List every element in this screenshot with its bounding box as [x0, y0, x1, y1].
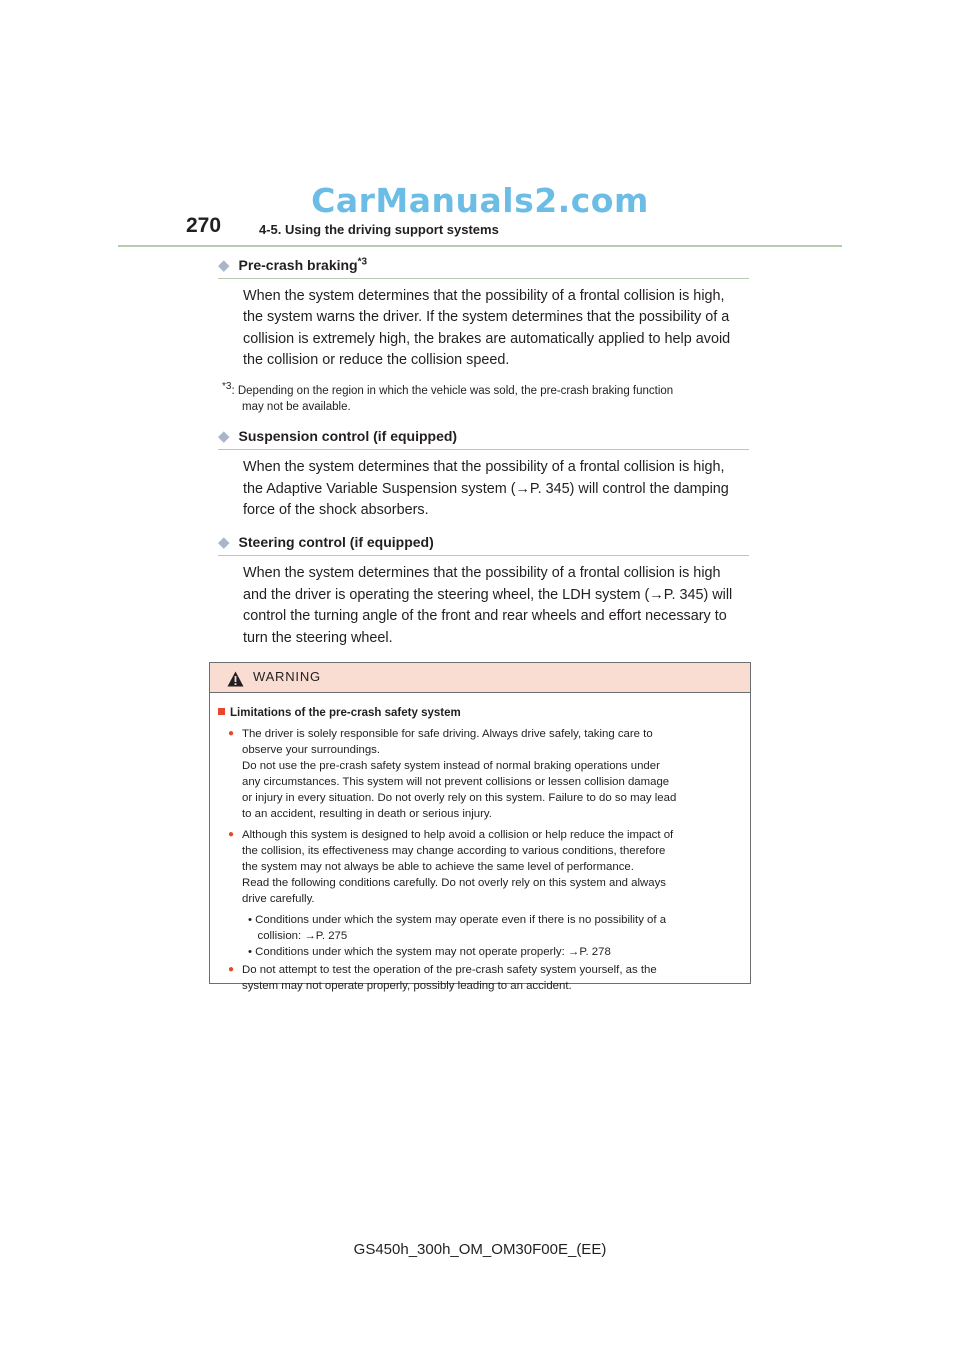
bullet-icon: ●: [228, 728, 235, 739]
warning-title: WARNING: [253, 669, 321, 684]
pre-crash-rule: [218, 278, 749, 279]
footnote: $^{*3}$: Depending on the region in which the vehicle was sold, the pre-crash braking function: [222, 381, 674, 397]
steering-line-2: and the driver is operating the steering wheel, the LDH system (→P. 345) will: [243, 587, 733, 603]
warning-b1-line-3: Do not use the pre-crash safety system instead of normal braking operations under: [242, 760, 660, 772]
warning-b1-line-5: or injury in every situation. Do not overly rely on this system. Failure to do so may lead: [242, 792, 677, 804]
square-bullet-icon: [218, 708, 225, 715]
footnote-text: Depending on the region in which the vehicle was sold, the pre-crash braking function: [237, 384, 674, 397]
warning-triangle-icon: [227, 671, 244, 687]
header-rule: [118, 245, 842, 247]
warning-heading-text: Limitations of the pre-crash safety system: [230, 707, 461, 719]
warning-b2-line-4: Read the following conditions carefully. Do not overly rely on this system and always: [242, 877, 666, 889]
warning-b2-line-3: the system may not always be able to achieve the same level of performance.: [242, 861, 634, 873]
suspension-line-1: When the system determines that the possibility of a frontal collision is high,: [243, 459, 725, 475]
warning-b1-line-2: observe your surroundings.: [242, 744, 381, 756]
warning-b3-line-1: Do not attempt to test the operation of the pre-crash safety system yourself, as the: [242, 964, 657, 976]
section-title: 4-5. Using the driving support systems: [259, 222, 499, 237]
warning-heading: [218, 707, 461, 719]
warning-b2-line-5: drive carefully.: [242, 893, 315, 905]
pre-crash-heading: [218, 256, 367, 274]
suspension-line-2: the Adaptive Variable Suspension system (→P. 345) will control the damping: [243, 481, 729, 497]
steering-line-3: control the turning angle of the front and rear wheels and effort necessary to: [243, 608, 727, 624]
pre-crash-line-2: the system warns the driver. If the system determines that the possibility of a: [243, 309, 730, 325]
watermark: CarManuals2.com: [311, 181, 649, 220]
footnote-marker: *3: [222, 381, 232, 392]
steering-line-1: When the system determines that the possibility of a frontal collision is high: [243, 565, 721, 581]
warning-b1-line-6: to an accident, resulting in death or serious injury.: [242, 808, 492, 820]
bullet-icon: ●: [228, 829, 235, 840]
warning-sub-item-2: • Conditions under which the system may not operate properly: →P. 278: [248, 946, 611, 958]
bullet-icon: ●: [228, 964, 235, 975]
steering-rule: [218, 555, 749, 556]
suspension-heading: [218, 427, 457, 445]
footer-doc-code: GS450h_300h_OM_OM30F00E_(EE): [353, 1241, 607, 1258]
steering-heading: [218, 533, 434, 551]
page-number: 270: [186, 214, 222, 237]
warning-b1-line-1: The driver is solely responsible for safe driving. Always drive safely, taking care to: [242, 728, 653, 740]
steering-line-4: turn the steering wheel.: [243, 630, 393, 646]
diamond-icon: ◆: [218, 257, 230, 274]
steering-title: Steering control (if equipped): [238, 534, 434, 550]
pre-crash-line-1: When the system determines that the possibility of a frontal collision is high,: [243, 288, 725, 304]
pre-crash-title: Pre-crash braking: [238, 257, 358, 273]
warning-sub-item-1: • Conditions under which the system may operate even if there is no possibility of a: [248, 914, 667, 926]
suspension-line-3: force of the shock absorbers.: [243, 502, 429, 518]
warning-b1-line-4: any circumstances. This system will not prevent collisions or lessen collision damage: [242, 776, 670, 788]
diamond-icon: ◆: [218, 428, 230, 445]
warning-b2-line-1: Although this system is designed to help avoid a collision or help reduce the impact of: [242, 829, 674, 841]
warning-sub-item-1b: collision: →P. 275: [248, 930, 348, 942]
suspension-rule: [218, 449, 749, 450]
footnote-marker: *3: [357, 256, 368, 268]
warning-b2-line-2: the collision, its effectiveness may change according to various conditions, therefore: [242, 845, 666, 857]
suspension-title: Suspension control (if equipped): [238, 428, 458, 444]
warning-b3-line-2: system may not operate properly, possibly leading to an accident.: [242, 980, 572, 992]
pre-crash-line-4: the collision or reduce the collision speed.: [243, 352, 510, 368]
footnote-line-2: may not be available.: [242, 401, 351, 413]
pre-crash-line-3: collision is extremely high, the brakes are automatically applied to help avoid: [243, 331, 731, 347]
diamond-icon: ◆: [218, 534, 230, 551]
